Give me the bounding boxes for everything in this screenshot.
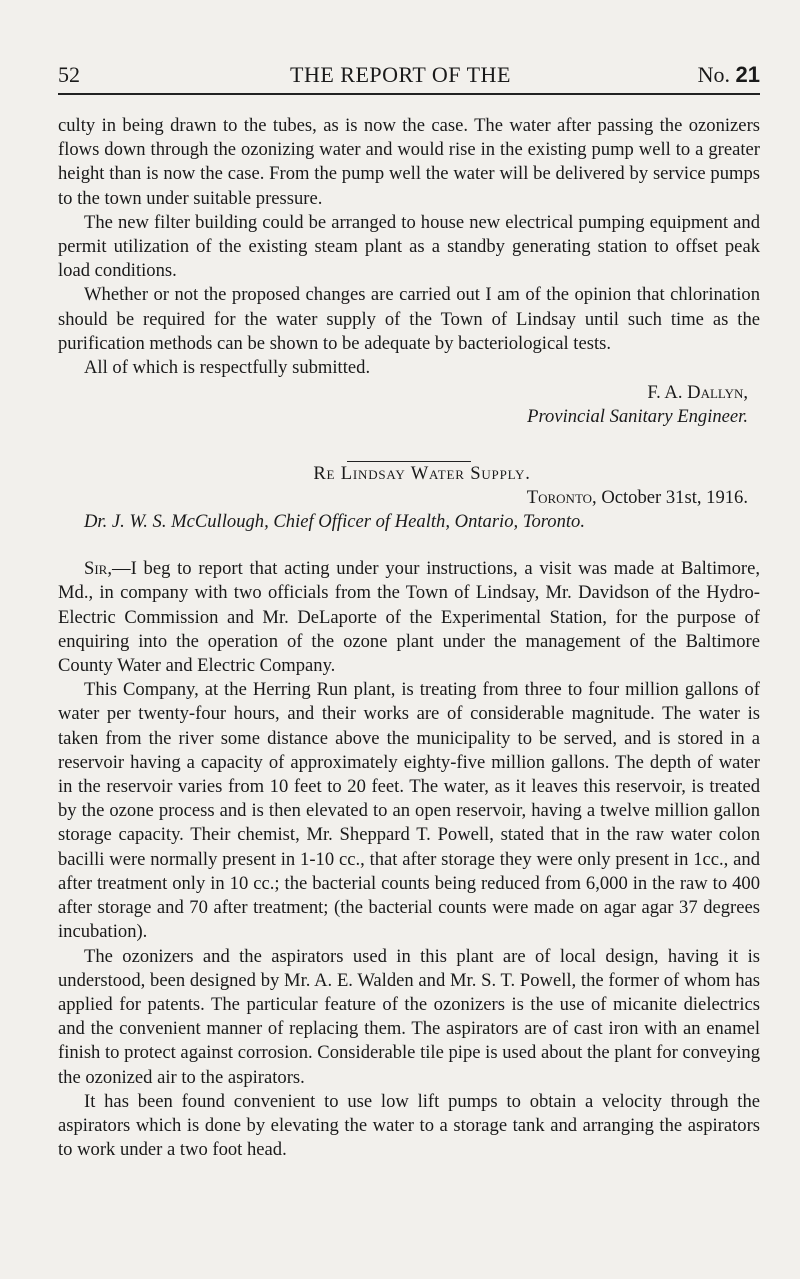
paragraph: All of which is respectfully submitted. — [84, 357, 371, 379]
body-text — [58, 114, 760, 1162]
dateline — [58, 486, 760, 510]
page-header — [58, 58, 760, 92]
section-heading: Re Lindsay Water Supply. — [313, 462, 531, 484]
signature-initials: F. A. — [647, 382, 688, 404]
signature-name — [58, 381, 760, 405]
paragraph: It has been found convenient to use low lift pumps to obtain a velocity through the aspirators which is done by elevating the water to a storage tank and arranging the aspirators to work under a two foot head. — [58, 1090, 760, 1161]
dateline-date: October 31st, 1916. — [596, 486, 748, 508]
paragraph-text: —I beg to report that acting under your instructions, a visit was made at Baltimore, Md., in company with two officials from the Town of Lindsay, Mr. Davidson of the Hydro-Electric Commission and Mr. DeLaporte of the Experimental Station, for the purpose of enquiring into the operation of the ozone plant under the management of the Baltimore County Water and Electric Company. — [58, 558, 760, 677]
addressee: Dr. J. W. S. McCullough, Chief Officer of Health, Ontario, Toronto. — [84, 511, 586, 533]
issue-prefix: No. — [697, 62, 731, 87]
page-number: 52 — [58, 62, 80, 87]
paragraph: Whether or not the proposed changes are carried out I am of the opinion that chlorination should be required for the water supply of the Town of Lindsay until such time as the purification methods can be shown to be adequate by bacteriological tests. — [58, 284, 760, 354]
paragraph: The new filter building could be arranged to house new electrical pumping equipment and permit utilization of the existing steam plant as a standby generating station to offset peak load conditions. — [58, 211, 760, 282]
paragraph: This Company, at the Herring Run plant, is treating from three to four million gallons of water per twenty-four hours, and their works are of considerable magnitude. The water is taken from the river some distance above the municipality to be served, and is stored in a reservoir having a capacity of approximately eighty-five million gallons. The depth of water in the reservoir varies from 10 feet to 20 feet. The water, as it leaves this reservoir, is treated by the ozone process and is then elevated to an open reservoir, having a twelve million gallon storage capacity. Their chemist, Mr. Sheppard T. Powell, stated that in the raw water colon bacilli were normally present in 1-10 cc., that after storage they were only present in 1cc., and after treatment only in 10 cc.; the bacterial counts being reduced from 6,000 in the raw to 400 after storage and 70 after treatment; (the bacterial counts were made on agar agar 37 degrees incubation). — [58, 679, 760, 943]
paragraph: culty in being drawn to the tubes, as is now the case. The water after passing the ozonizers flows down through the ozonizing water and would rise in the existing pump well to a greater height than is now the case. From the pump well the water will be delivered by service pumps to the town under suitable pressure. — [58, 115, 760, 209]
issue-value: 21 — [735, 62, 760, 87]
paragraph — [58, 557, 760, 678]
issue-number — [698, 58, 760, 92]
running-title: THE REPORT OF THE — [290, 62, 511, 87]
paragraph: The ozonizers and the aspirators used in this plant are of local design, having it is understood, been designed by Mr. A. E. Walden and Mr. S. T. Powell, the former of whom has applied for patents. The particular feature of the ozonizers is the use of micanite dielectrics and the convenient manner of replacing them. The aspirators are of cast iron with an enamel finish to protect against corrosion. Considerable tile pipe is used about the plant for conveying the ozonized air to the aspirators. — [58, 945, 760, 1088]
dateline-city: Toronto, — [526, 486, 597, 508]
header-rule — [58, 93, 760, 95]
salutation: Sir, — [84, 558, 112, 580]
signature-title: Provincial Sanitary Engineer. — [527, 406, 748, 428]
signature-surname: Dallyn, — [687, 382, 748, 404]
